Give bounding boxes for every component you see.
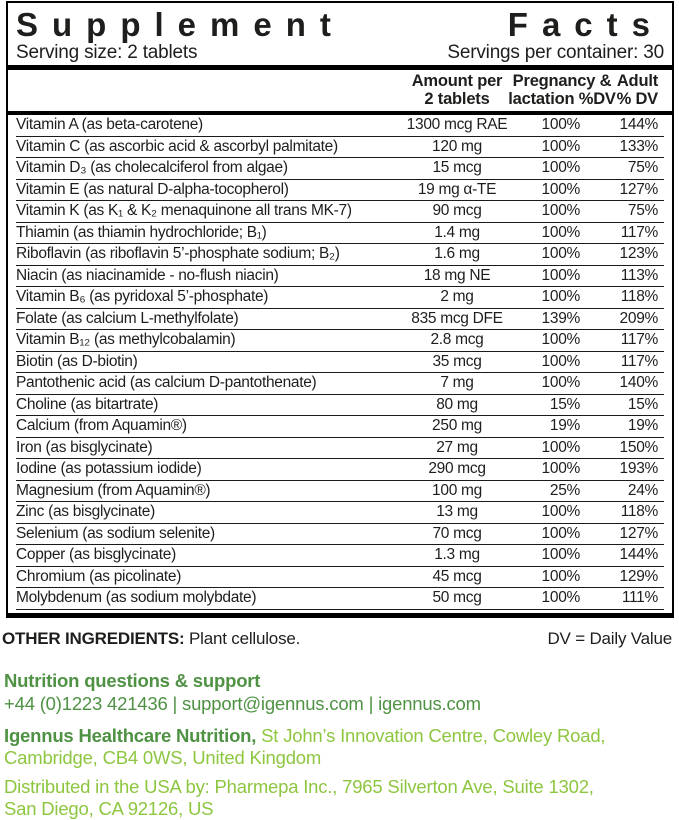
table-row — [16, 459, 664, 481]
other-ingredients — [2, 629, 300, 649]
amount-cell: 45 mcg — [432, 567, 482, 585]
pregnancy-dv-cell: 100% — [541, 137, 580, 155]
amount-cell: 100 mg — [432, 481, 482, 499]
pregnancy-dv-cell: 100% — [541, 116, 580, 133]
amount-cell: 290 mcg — [428, 460, 486, 477]
adult-dv-cell: 24% — [627, 481, 658, 499]
nutrient-name-cell: Thiamin (as thiamin hydrochloride; B₁) — [16, 223, 267, 241]
header-adult-line1: Adult — [616, 72, 658, 90]
other-ingredients-label: OTHER INGREDIENTS: — [2, 628, 185, 648]
adult-dv-cell: 127% — [619, 524, 658, 542]
nutrient-name-cell: Molybdenum (as sodium molybdate) — [16, 589, 257, 606]
panel-title — [16, 7, 664, 42]
table-row — [16, 352, 664, 374]
pregnancy-dv-cell: 139% — [541, 309, 580, 327]
nutrient-rows — [16, 115, 664, 610]
adult-dv-cell: 113% — [620, 266, 658, 284]
nutrient-name-cell: Magnesium (from Aquamin®) — [16, 481, 211, 499]
table-row — [16, 330, 664, 352]
nutrient-name-cell: Chromium (as picolinate) — [16, 567, 182, 585]
footer — [4, 670, 675, 820]
adult-dv-cell: 111% — [621, 589, 658, 606]
amount-cell: 15 mcg — [432, 159, 482, 176]
adult-dv-cell: 150% — [619, 438, 658, 456]
pregnancy-dv-cell: 100% — [541, 589, 580, 606]
nutrient-name-cell: Vitamin C (as ascorbic acid & ascorbyl palmitate) — [16, 137, 338, 155]
adult-dv-cell: 123% — [619, 245, 658, 262]
amount-cell: 120 mg — [432, 137, 482, 155]
adult-dv-cell: 193% — [619, 460, 658, 477]
table-row — [16, 201, 664, 223]
distributor-line1: Distributed in the USA by: Pharmepa Inc., 7965 Silverton Ave, Suite 1302, — [4, 775, 594, 797]
pregnancy-dv-cell: 100% — [541, 374, 580, 391]
table-row — [16, 567, 664, 589]
table-row — [16, 438, 664, 460]
nutrient-name-cell: Selenium (as sodium selenite) — [16, 524, 215, 542]
pregnancy-dv-cell: 100% — [541, 438, 580, 456]
header-amount-line2: 2 tablets — [424, 89, 490, 108]
table-row — [16, 373, 664, 395]
adult-dv-cell: 117% — [620, 331, 658, 348]
header-amount-line1: Amount per — [411, 72, 503, 90]
amount-cell: 18 mg NE — [423, 266, 491, 284]
adult-dv-cell: 75% — [627, 159, 658, 176]
table-row — [16, 287, 664, 309]
amount-cell: 1.6 mg — [434, 245, 480, 262]
company-address-line1: St John’s Innovation Centre, Cowley Road, — [261, 724, 606, 746]
pregnancy-dv-cell: 15% — [549, 395, 580, 413]
nutrient-name-cell: Iodine (as potassium iodide) — [16, 460, 202, 477]
support-heading: Nutrition questions & support — [4, 669, 261, 691]
serving-size: Serving size: 2 tablets — [16, 42, 198, 63]
table-header-row — [16, 70, 664, 111]
amount-cell: 19 mg α-TE — [417, 180, 497, 198]
amount-cell: 250 mg — [432, 417, 482, 434]
pregnancy-dv-cell: 100% — [541, 546, 580, 563]
supplement-facts-panel — [6, 1, 674, 618]
amount-cell: 835 mcg DFE — [411, 309, 503, 327]
pregnancy-dv-cell: 100% — [541, 159, 580, 176]
nutrient-name-cell: Choline (as bitartrate) — [16, 395, 159, 413]
amount-cell: 27 mg — [436, 438, 478, 456]
distributor-line2: San Diego, CA 92126, US — [4, 797, 214, 819]
table-row — [16, 223, 664, 245]
adult-dv-cell: 117% — [620, 223, 658, 241]
amount-cell: 90 mcg — [432, 202, 482, 219]
supplement-label — [0, 1, 679, 819]
nutrient-name-cell: Zinc (as bisglycinate) — [16, 503, 155, 520]
nutrient-name-cell: Biotin (as D-biotin) — [16, 352, 138, 370]
table-row — [16, 266, 664, 288]
pregnancy-dv-cell: 100% — [541, 567, 580, 585]
other-ingredients-value: Plant cellulose. — [189, 628, 301, 648]
pregnancy-dv-cell: 100% — [541, 460, 580, 477]
table-row — [16, 545, 664, 567]
table-row — [16, 588, 664, 610]
distributor-address — [4, 776, 675, 820]
adult-dv-cell: 117% — [620, 352, 658, 370]
pregnancy-dv-cell: 100% — [541, 331, 580, 348]
nutrient-name-cell: Vitamin B₁₂ (as methylcobalamin) — [16, 331, 236, 348]
amount-cell: 35 mcg — [432, 352, 482, 370]
table-row — [16, 481, 664, 503]
pregnancy-dv-cell: 19% — [549, 417, 580, 434]
pregnancy-dv-cell: 100% — [541, 202, 580, 219]
header-pregnancy-line2: lactation %DV — [508, 89, 616, 108]
nutrient-name-cell: Vitamin E (as natural D-alpha-tocopherol) — [16, 180, 289, 198]
pregnancy-dv-cell: 100% — [541, 180, 580, 198]
table-row — [16, 502, 664, 524]
nutrient-name-cell: Riboflavin (as riboflavin 5’-phosphate sodium; B₂) — [16, 245, 340, 262]
amount-cell: 7 mg — [440, 374, 474, 391]
adult-dv-cell: 19% — [627, 417, 658, 434]
nutrient-name-cell: Niacin (as niacinamide - no-flush niacin) — [16, 266, 279, 284]
other-ingredients-row — [2, 629, 672, 649]
amount-cell: 80 mg — [436, 395, 478, 413]
adult-dv-cell: 140% — [619, 374, 658, 391]
amount-cell: 70 mcg — [432, 524, 482, 542]
nutrient-name-cell: Vitamin A (as beta-carotene) — [16, 116, 203, 133]
header-adult-dv — [592, 73, 664, 108]
table-row — [16, 524, 664, 546]
table-row — [16, 158, 664, 180]
nutrient-name-cell: Pantothenic acid (as calcium D-pantothenate) — [16, 374, 317, 391]
company-name: Igennus Healthcare Nutrition, — [4, 724, 257, 746]
amount-cell: 13 mg — [436, 503, 478, 520]
title-word-supplement: Supplement — [16, 6, 345, 43]
pregnancy-dv-cell: 100% — [541, 524, 580, 542]
adult-dv-cell: 144% — [619, 546, 658, 563]
adult-dv-cell: 209% — [619, 309, 658, 327]
nutrient-name-cell: Iron (as bisglycinate) — [16, 438, 153, 456]
pregnancy-dv-cell: 100% — [541, 352, 580, 370]
amount-cell: 50 mcg — [432, 589, 482, 606]
pregnancy-dv-cell: 100% — [541, 288, 580, 305]
nutrient-name-cell: Vitamin B₆ (as pyridoxal 5’-phosphate) — [16, 288, 269, 305]
nutrient-name-cell: Vitamin K (as K₁ & K₂ menaquinone all trans MK-7) — [16, 202, 352, 219]
pregnancy-dv-cell: 100% — [541, 266, 580, 284]
pregnancy-dv-cell: 100% — [541, 503, 580, 520]
amount-cell: 1.3 mg — [434, 546, 480, 563]
adult-dv-cell: 118% — [620, 288, 658, 305]
table-row — [16, 395, 664, 417]
amount-cell: 1300 mcg RAE — [406, 116, 508, 133]
adult-dv-cell: 133% — [619, 137, 658, 155]
table-row — [16, 309, 664, 331]
adult-dv-cell: 129% — [619, 567, 658, 585]
table-row — [16, 244, 664, 266]
adult-dv-cell: 144% — [619, 116, 658, 133]
nutrient-name-cell: Vitamin D₃ (as cholecalciferol from algae) — [16, 159, 288, 176]
nutrient-name-cell: Calcium (from Aquamin®) — [16, 417, 187, 434]
serving-info-row — [16, 42, 664, 63]
amount-cell: 1.4 mg — [434, 223, 480, 241]
header-pregnancy-line1: Pregnancy & — [512, 72, 612, 90]
adult-dv-cell: 15% — [627, 395, 658, 413]
company-address-line2: Cambridge, CB4 0WS, United Kingdom — [4, 746, 322, 768]
table-row — [16, 137, 664, 159]
pregnancy-dv-cell: 100% — [541, 245, 580, 262]
pregnancy-dv-cell: 100% — [541, 223, 580, 241]
table-row — [16, 180, 664, 202]
table-row — [16, 416, 664, 438]
adult-dv-cell: 118% — [620, 503, 658, 520]
pregnancy-dv-cell: 25% — [549, 481, 580, 499]
company-address — [4, 725, 675, 769]
nutrient-name-cell: Folate (as calcium L-methylfolate) — [16, 309, 239, 327]
adult-dv-cell: 75% — [627, 202, 658, 219]
adult-dv-cell: 127% — [619, 180, 658, 198]
title-word-facts: Facts — [507, 6, 664, 43]
table-row — [16, 115, 664, 137]
header-adult-line2: % DV — [616, 89, 658, 108]
servings-per-container: Servings per container: 30 — [447, 42, 664, 63]
dv-note: DV = Daily Value — [547, 628, 672, 648]
nutrient-name-cell: Copper (as bisglycinate) — [16, 546, 176, 563]
amount-cell: 2 mg — [440, 288, 474, 305]
amount-cell: 2.8 mcg — [430, 331, 484, 348]
contact-line: +44 (0)1223 421436 | support@igennus.com | igennus.com — [4, 692, 481, 714]
